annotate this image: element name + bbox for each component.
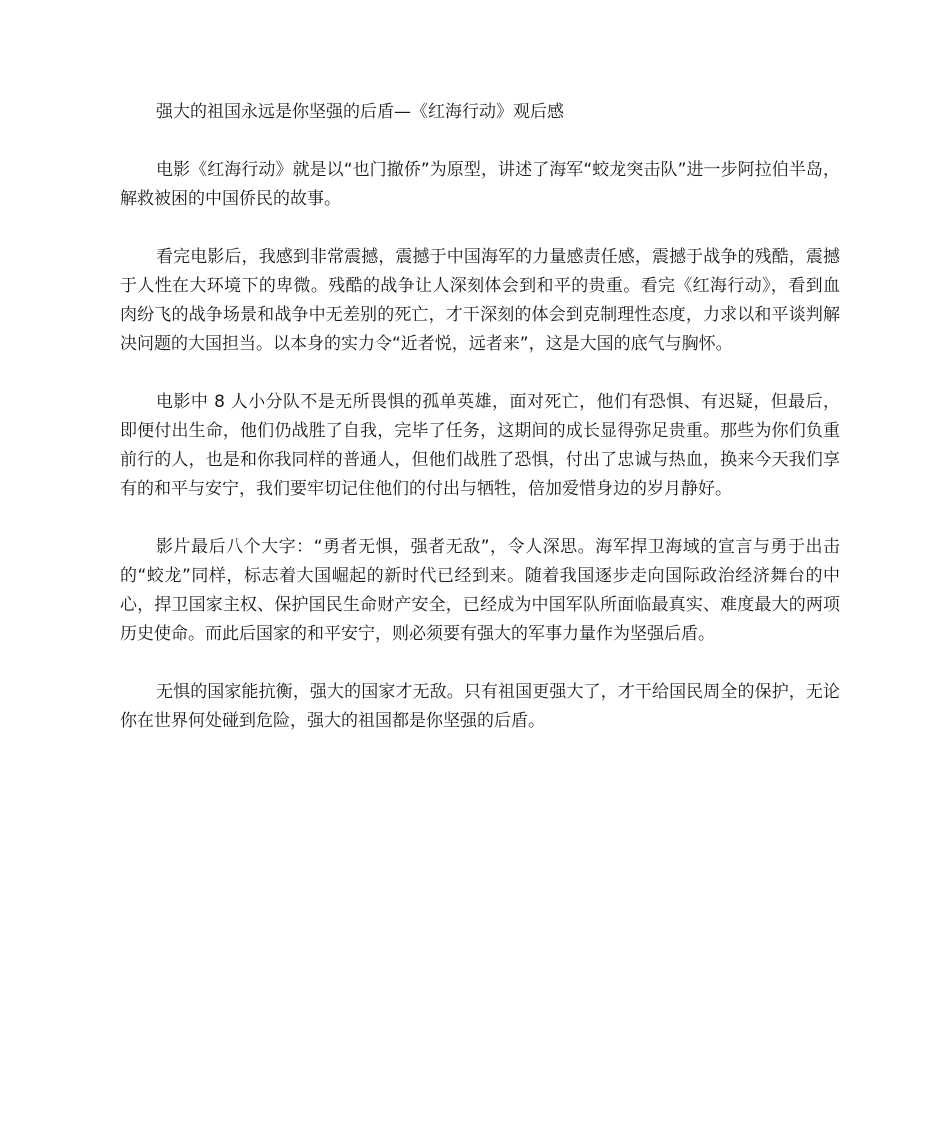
paragraph-1: 电影《红海行动》就是以“也门撤侨”为原型，讲述了海军“蛟龙突击队”进一步阿拉伯半岛，解救被困的中国侨民的故事。 [120, 160, 840, 209]
document-page [120, 98, 840, 765]
paragraph-5: 无惧的国家能抗衡，强大的国家才无敌。只有祖国更强大了，才干给国民周全的保护，无论你在世界何处碰到危险，强大的祖国都是你坚强的后盾。 [120, 682, 840, 731]
paragraph-4: 影片最后八个大字：“勇者无惧，强者无敌”，令人深思。海军捍卫海域的宣言与勇于出击的“蛟龙”同样，标志着大国崛起的新时代已经到来。随着我国逐步走向国际政治经济舞台的中心，捍卫国家主权、保护国民生命财产安全，已经成为中国军队所面临最真实、难度最大的两项历史使命。而此后国家的和平安宁，则必须要有强大的军事力量作为坚强后盾。 [120, 537, 840, 644]
paragraph-3: 电影中 8 人小分队不是无所畏惧的孤单英雄，面对死亡，他们有恐惧、有迟疑，但最后，即便付出生命，他们仍战胜了自我，完毕了任务，这期间的成长显得弥足贵重。那些为你们负重前行的人，也是和你我同样的普通人，但他们战胜了恐惧，付出了忠诚与热血，换来今天我们享有的和平与安宁，我们要牢切记住他们的付出与牺牲，倍加爱惜身边的岁月静好。 [120, 392, 840, 499]
paragraph-2: 看完电影后，我感到非常震撼，震撼于中国海军的力量感责任感，震撼于战争的残酷，震撼于人性在大环境下的卑微。残酷的战争让人深刻体会到和平的贵重。看完《红海行动》，看到血肉纷飞的战争场景和战争中无差别的死亡，才干深刻的体会到克制理性态度，力求以和平谈判解决问题的大国担当。以本身的实力令“近者悦，远者来”，这是大国的底气与胸怀。 [120, 247, 840, 354]
document-title: 强大的祖国永远是你坚强的后盾—《红海行动》观后感 [156, 102, 564, 122]
